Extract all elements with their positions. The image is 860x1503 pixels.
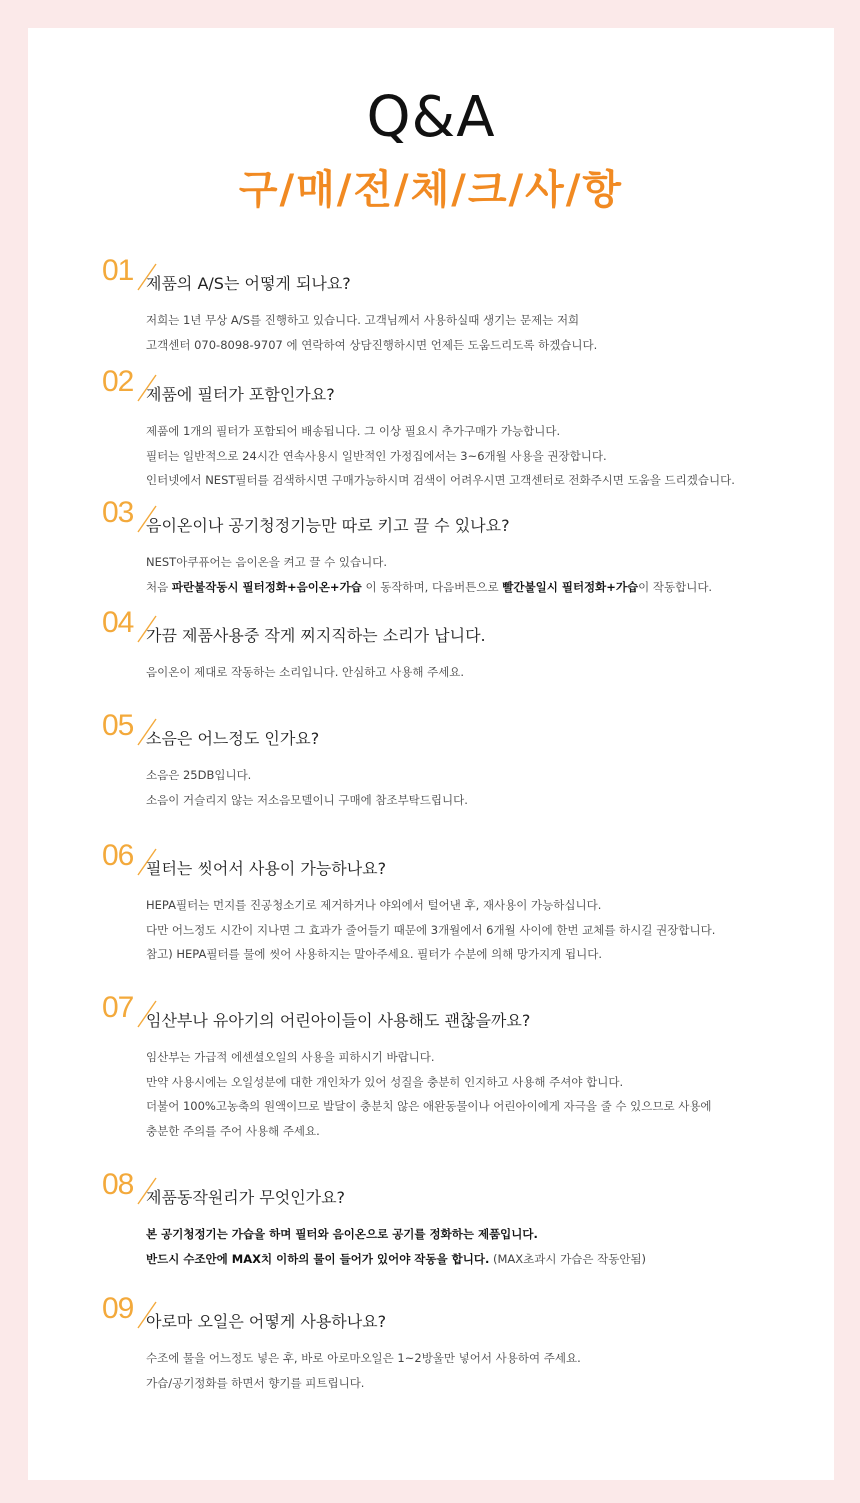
answer-text: 수조에 물을 어느정도 넣은 후, 바로 아로마오일은 1~2방울만 넣어서 사용하여 주세요.: [146, 1351, 581, 1365]
answer-line: [146, 1247, 826, 1272]
answer-block: [146, 550, 826, 599]
question-number: 02: [102, 365, 134, 398]
answer-text: 인터넷에서 NEST필터를 검색하시면 구매가능하시며 검색이 어려우시면 고객센터로 전화주시면 도움을 드리겠습니다.: [146, 473, 735, 487]
answer-block: [146, 763, 826, 812]
answer-line: [146, 1045, 826, 1070]
answer-text: 더불어 100%고농축의 원액이므로 발달이 충분치 않은 애완동물이나 어린아이에게 자극을 줄 수 있으므로 사용에: [146, 1099, 712, 1113]
answer-line: [146, 763, 826, 788]
answer-text-bold: 파란불작동시 필터정화+음이온+가습: [171, 579, 362, 594]
question-text: 제품동작원리가 무엇인가요?: [146, 1188, 346, 1207]
question-text: 임산부나 유아기의 어린아이들이 사용해도 괜찮을까요?: [146, 1011, 531, 1030]
answer-block: [146, 419, 826, 493]
answer-line: [146, 918, 826, 943]
answer-text-bold: 본 공기청정기는 가습을 하며 필터와 음이온으로 공기를 정화하는 제품입니다.: [146, 1227, 538, 1241]
answer-text: 이 작동합니다.: [638, 579, 713, 594]
answer-block: [146, 308, 826, 357]
answer-text: 가습/공기정화를 하면서 향기를 피트립니다.: [146, 1375, 365, 1390]
question-number: 09: [102, 1292, 134, 1325]
answer-text: 필터는 일반적으로 24시간 연속사용시 일반적인 가정집에서는 3~6개월 사용을 권장합니다.: [146, 448, 607, 463]
answer-text: NEST아쿠퓨어는 음이온을 켜고 끌 수 있습니다.: [146, 555, 387, 569]
answer-text: 소음은 25DB입니다.: [146, 768, 252, 782]
answer-text: 만약 사용시에는 오일성분에 대한 개인차가 있어 성질을 충분히 인지하고 사용해 주셔야 합니다.: [146, 1074, 624, 1089]
answer-line: [146, 419, 826, 444]
answer-line: [146, 333, 826, 358]
answer-text-bold: 빨간불일시 필터정화+가습: [502, 579, 639, 594]
answer-line: [146, 550, 826, 575]
answer-text: 임산부는 가급적 에센셜오일의 사용을 피하시기 바랍니다.: [146, 1050, 435, 1064]
answer-line: [146, 1119, 826, 1144]
question-number: 01: [102, 254, 134, 287]
answer-line: [146, 942, 826, 967]
answer-line: [146, 1346, 826, 1371]
question-text: 가끔 제품사용중 작게 찌지직하는 소리가 납니다.: [146, 626, 486, 645]
question-text: 제품의 A/S는 어떻게 되나요?: [146, 274, 351, 293]
question-text: 음이온이나 공기청정기능만 따로 키고 끌 수 있나요?: [146, 516, 510, 535]
answer-text: HEPA필터는 먼지를 진공청소기로 제거하거나 야외에서 털어낸 후, 재사용이 가능하십니다.: [146, 898, 602, 912]
question-text: 소음은 어느정도 인가요?: [146, 729, 320, 748]
question-number: 03: [102, 496, 134, 529]
question-text: 아로마 오일은 어떻게 사용하나요?: [146, 1312, 387, 1331]
answer-line: [146, 1070, 826, 1095]
answer-text: 처음: [146, 579, 172, 594]
question-text: 필터는 씻어서 사용이 가능하나요?: [146, 859, 387, 878]
answer-line: [146, 575, 826, 600]
answer-text: 참고) HEPA필터를 물에 씻어 사용하지는 말아주세요. 필터가 수분에 의해 망가지게 됩니다.: [146, 947, 603, 961]
answer-line: [146, 1094, 826, 1119]
question-number: 08: [102, 1168, 134, 1201]
answer-text: 다만 어느정도 시간이 지나면 그 효과가 줄어들기 때문에 3개월에서 6개월 사이에 한번 교체를 하시길 권장합니다.: [146, 922, 716, 937]
answer-text: 음이온이 제대로 작동하는 소리입니다. 안심하고 사용해 주세요.: [146, 665, 465, 679]
answer-line: [146, 1371, 826, 1396]
answer-text: 고객센터 070-8098-9707 에 연락하여 상담진행하시면 언제든 도움드리도록 하겠습니다.: [146, 337, 598, 352]
answer-text: 제품에 1개의 필터가 포함되어 배송됩니다. 그 이상 필요시 추가구매가 가능합니다.: [146, 424, 561, 438]
answer-text-bold: 반드시 수조안에 MAX치 이하의 물이 들어가 있어야 작동을 합니다.: [146, 1251, 490, 1266]
answer-line: [146, 308, 826, 333]
answer-text: (MAX초과시 가습은 작동안됨): [489, 1251, 647, 1266]
answer-line: [146, 468, 826, 493]
question-text: 제품에 필터가 포함인가요?: [146, 385, 335, 404]
answer-block: [146, 1222, 826, 1271]
answer-text: 충분한 주의를 주어 사용해 주세요.: [146, 1123, 320, 1138]
answer-line: [146, 660, 826, 685]
answer-block: [146, 660, 826, 685]
page-title: Q&A: [366, 85, 496, 150]
question-number: 05: [102, 709, 134, 742]
answer-text: 소음이 거슬리지 않는 저소음모델이니 구매에 참조부탁드립니다.: [146, 792, 468, 807]
answer-text: 이 동작하며, 다음버튼으로: [361, 579, 503, 594]
answer-line: [146, 1222, 826, 1247]
qa-card: [28, 28, 834, 1480]
answer-block: [146, 1346, 826, 1395]
question-number: 06: [102, 839, 134, 872]
question-number: 07: [102, 991, 134, 1024]
answer-text: 저희는 1년 무상 A/S를 진행하고 있습니다. 고객님께서 사용하실때 생기는 문제는 저희: [146, 313, 580, 327]
question-number: 04: [102, 606, 134, 639]
answer-line: [146, 788, 826, 813]
answer-block: [146, 1045, 826, 1143]
answer-block: [146, 893, 826, 967]
answer-line: [146, 893, 826, 918]
page-subtitle: 구/매/전/체/크/사/항: [238, 167, 624, 213]
answer-line: [146, 444, 826, 469]
